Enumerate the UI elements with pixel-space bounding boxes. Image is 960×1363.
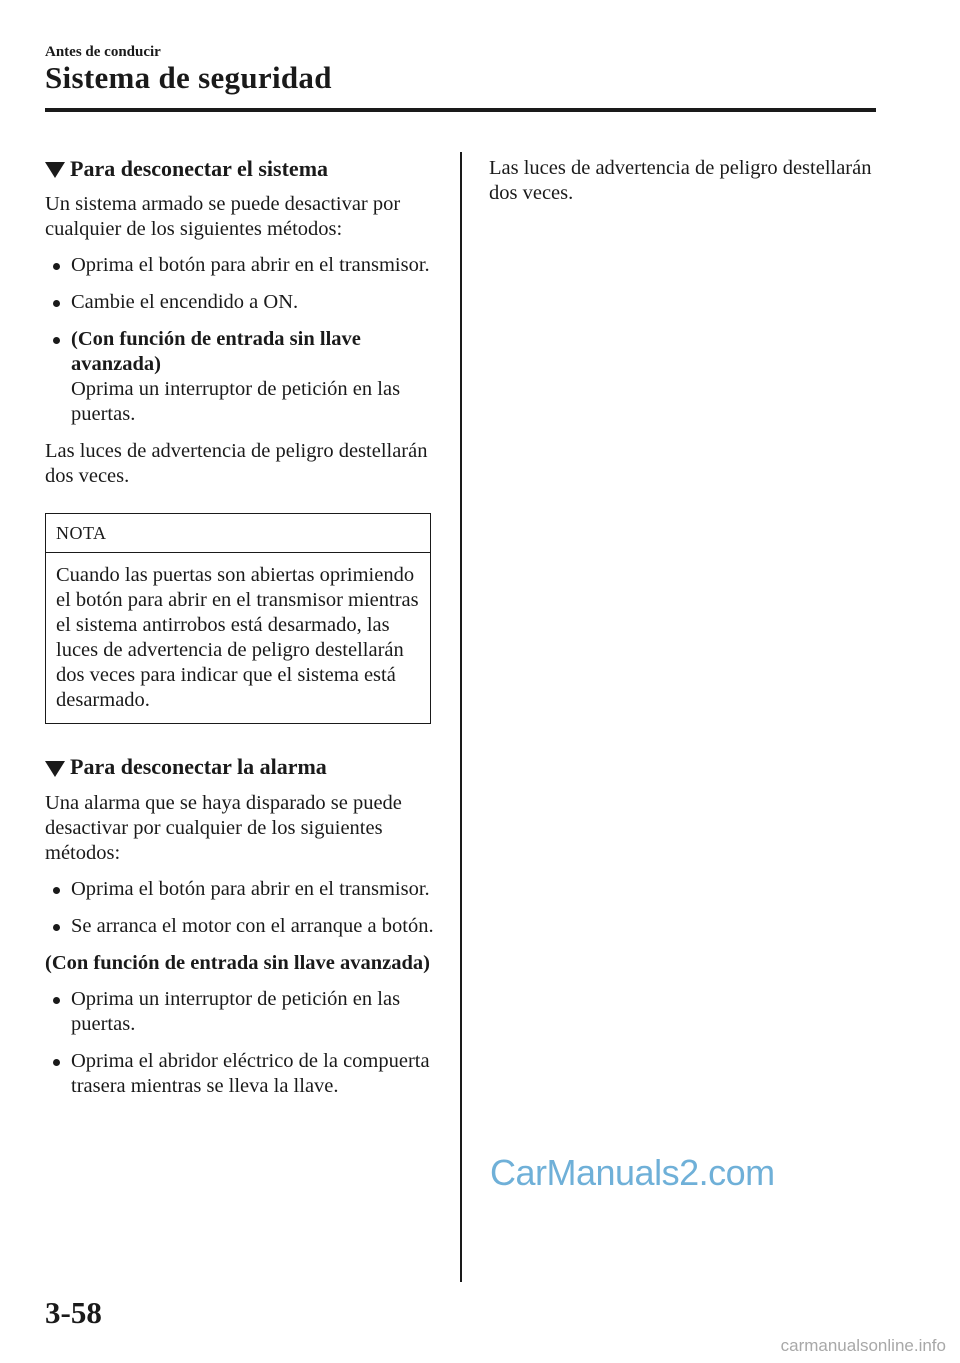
list-item-text: Oprima el botón para abrir en el transmisor. [71,877,430,900]
bullet-list [45,253,435,427]
list-item [45,327,435,427]
heading-text: Para desconectar la alarma [70,754,327,780]
bullet-icon [53,263,60,270]
bullet-list [45,987,435,1099]
paragraph: Un sistema armado se puede desactivar por cualquier de los siguientes métodos: [45,193,401,241]
triangle-down-icon [45,761,65,777]
note-box [45,513,431,724]
bullet-icon [53,300,60,307]
bullet-icon [53,997,60,1004]
bullet-icon [53,1059,60,1066]
triangle-down-icon [45,162,65,178]
bullet-icon [53,337,60,344]
note-label: NOTA [46,514,430,553]
list-item-bold: (Con función de entrada sin llave avanzada) [71,328,361,376]
bullet-list [45,877,435,939]
list-item-text: Oprima un interruptor de petición en las puertas. [71,987,401,1035]
list-item [45,877,435,902]
page-number: 3-58 [45,1295,102,1330]
list-item-text: Oprima el abridor eléctrico de la compuerta trasera mientras se lleva la llave. [71,1049,430,1097]
list-item-text: Oprima el botón para abrir en el transmisor. [71,254,430,277]
left-column [45,156,435,1111]
bullet-icon [53,887,60,894]
paragraph: Las luces de advertencia de peligro destellarán dos veces. [45,440,428,488]
paragraph: Una alarma que se haya disparado se puede desactivar por cualquier de los siguientes métodos: [45,791,402,864]
subheading: (Con función de entrada sin llave avanzada) [45,951,430,974]
list-item-text: Se arranca el motor con el arranque a botón. [71,914,434,937]
list-item [45,290,435,315]
list-item [45,987,435,1037]
section-heading-disconnect-system [45,156,435,182]
footer-watermark: carmanualsonline.info [780,1336,946,1355]
section-label: Antes de conducir [45,44,161,60]
list-item-text: Cambie el encendido a ON. [71,291,299,314]
list-item [45,1049,435,1099]
title-rule [45,108,876,112]
page-title: Sistema de seguridad [45,60,332,95]
right-column [489,156,879,217]
paragraph: Las luces de advertencia de peligro destellarán dos veces. [489,157,872,204]
list-item-text: Oprima un interruptor de petición en las puertas. [71,378,401,426]
watermark-logo: CarManuals2.com [490,1152,775,1193]
column-divider [460,152,462,1282]
bullet-icon [53,924,60,931]
section-heading-disconnect-alarm [45,754,435,780]
list-item [45,914,435,939]
list-item [45,253,435,278]
heading-text: Para desconectar el sistema [70,156,329,181]
note-text: Cuando las puertas son abiertas oprimiendo el botón para abrir en el transmisor mientras el sistema antirrobos está desarmado, las luces de advertencia de peligro destellarán dos veces para indicar que el sistema está desarmado. [56,564,419,712]
